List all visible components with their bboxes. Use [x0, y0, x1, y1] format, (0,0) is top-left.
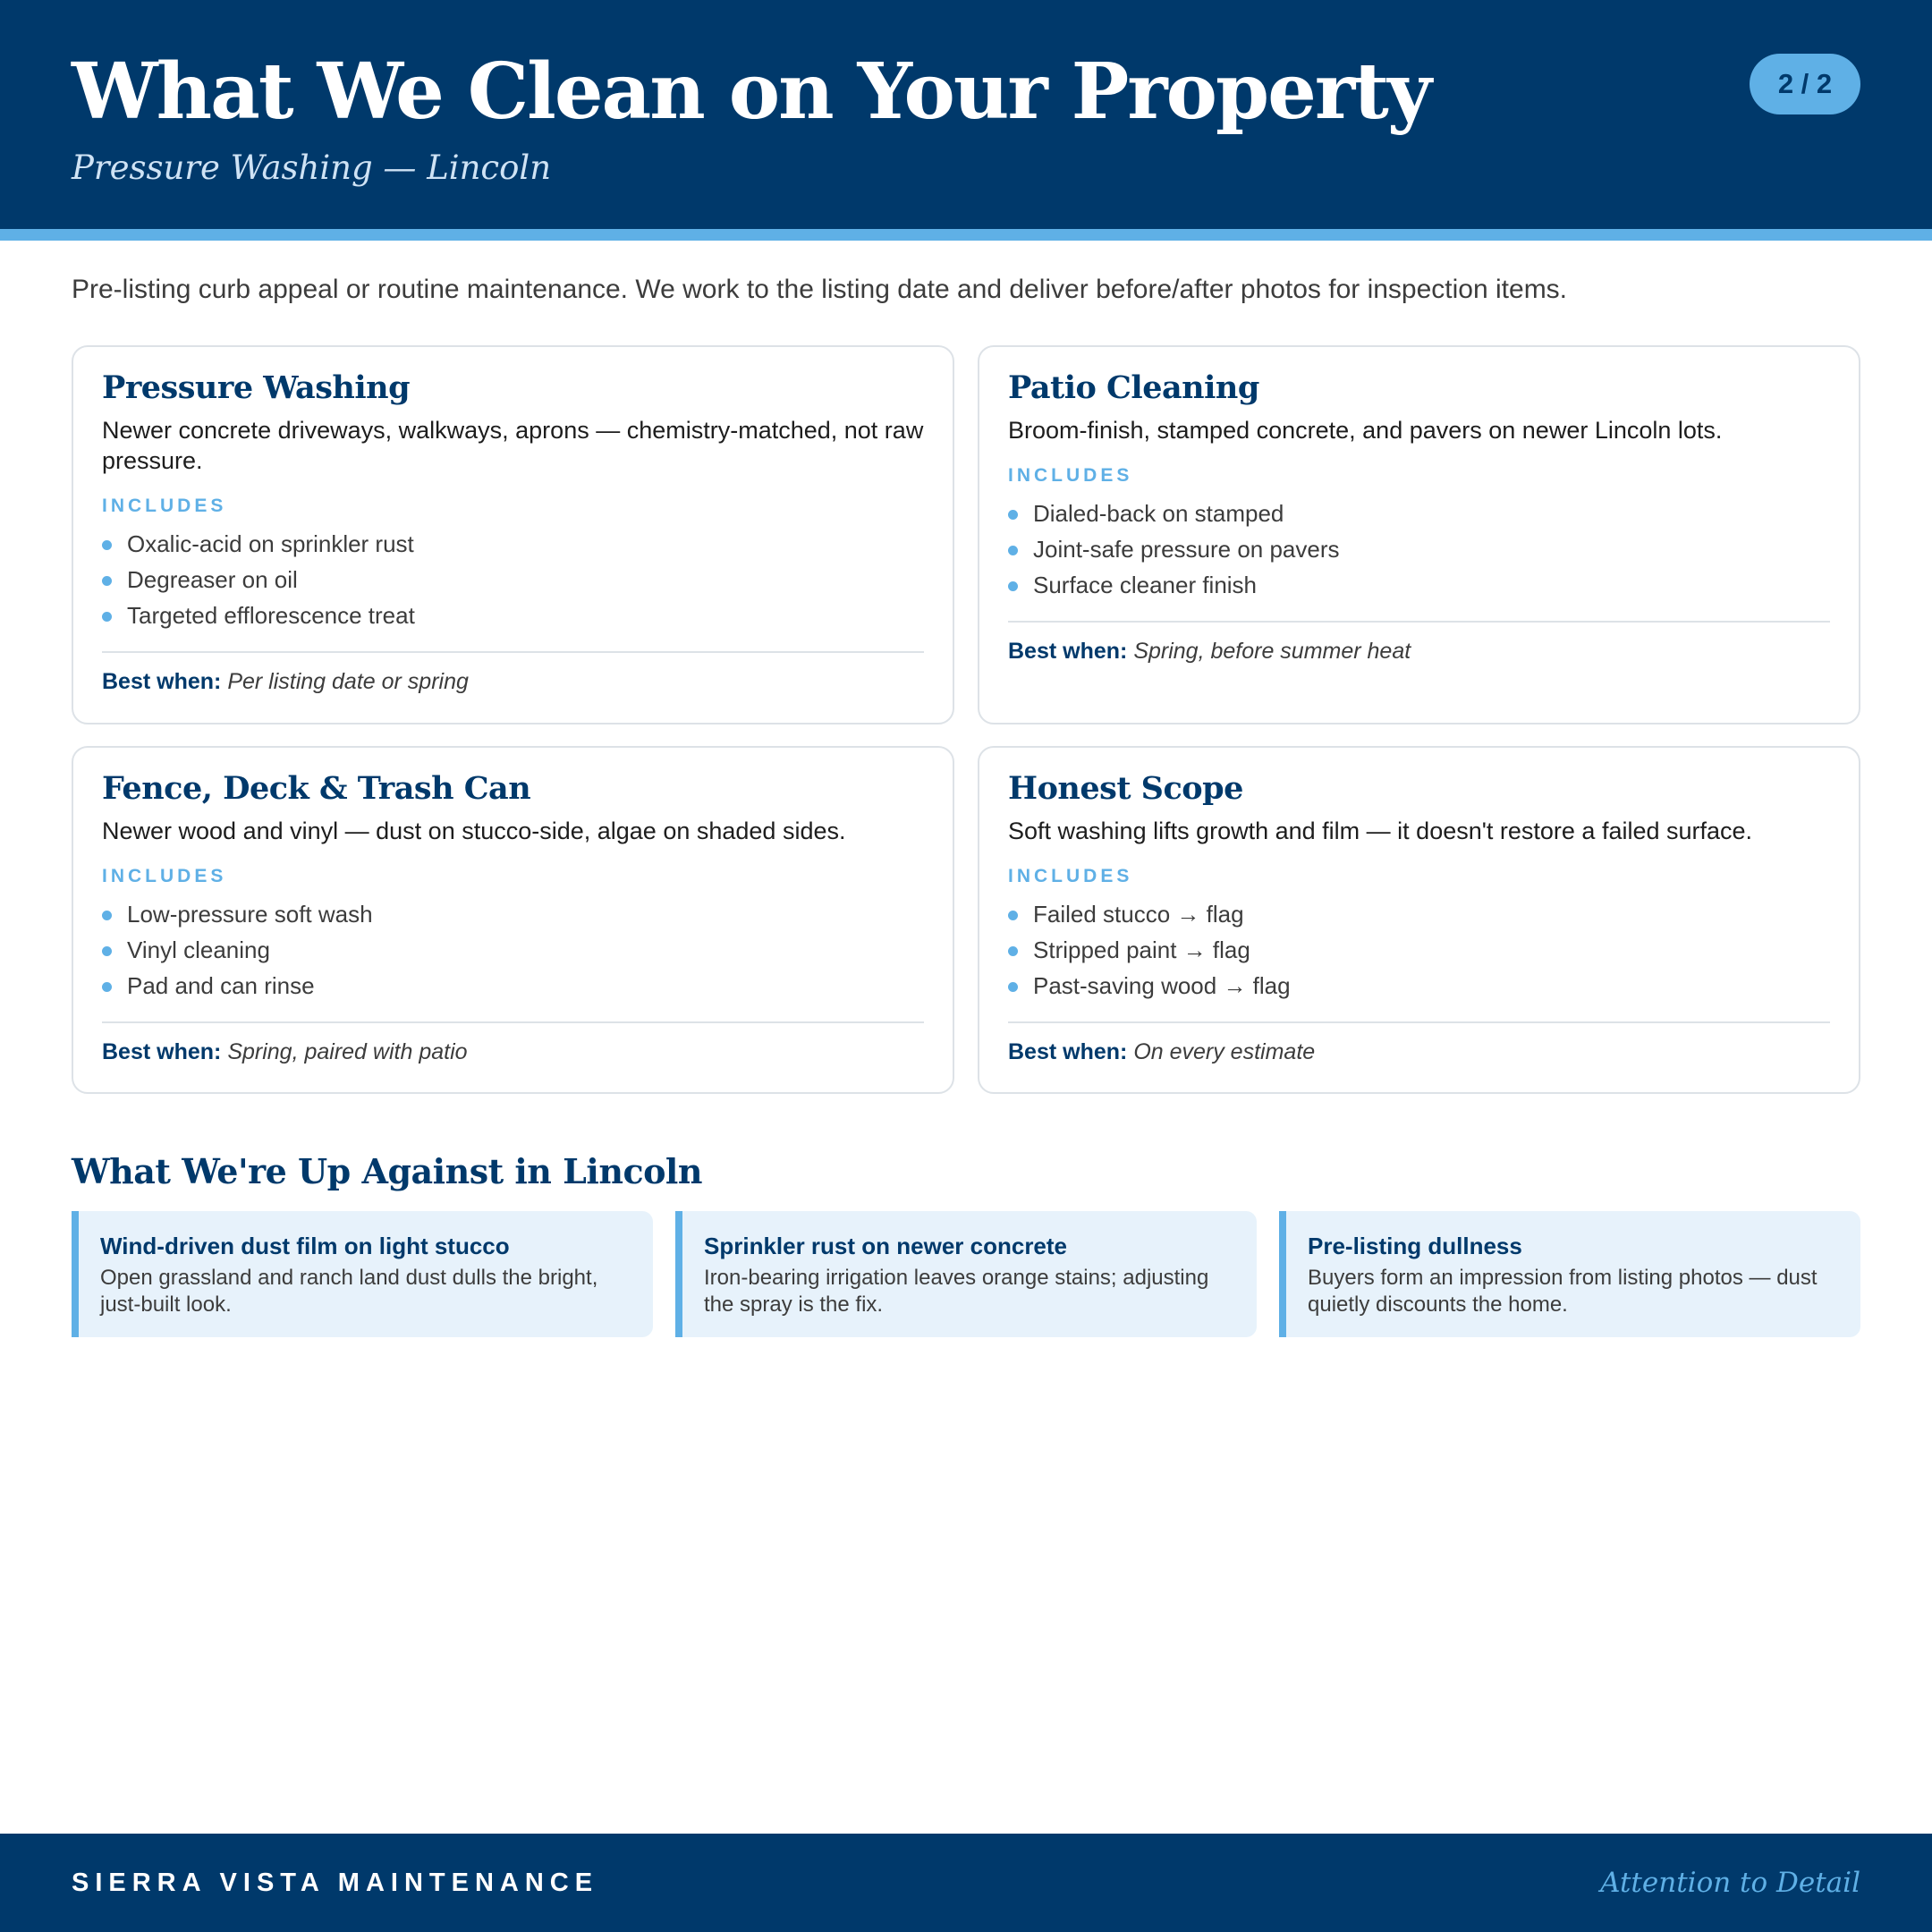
best-when-value: Per listing date or spring [227, 669, 469, 694]
best-when-value: Spring, paired with patio [227, 1039, 468, 1064]
list-item: Past-saving wood → flag [1008, 968, 1830, 1004]
best-when-label: Best when: [102, 669, 222, 694]
best-when-line [102, 1036, 924, 1068]
divider [102, 651, 924, 653]
list-item: Dialed-back on stamped [1008, 496, 1830, 531]
service-card-patio-cleaning [978, 345, 1860, 724]
best-when-line [1008, 635, 1830, 667]
header-banner [0, 0, 1932, 229]
best-when-label: Best when: [1008, 1039, 1128, 1064]
divider [102, 1021, 924, 1023]
company-brand: SIERRA VISTA MAINTENANCE [72, 1868, 599, 1897]
list-item: Oxalic-acid on sprinkler rust [102, 526, 924, 562]
list-item: Degreaser on oil [102, 562, 924, 597]
best-when-line [1008, 1036, 1830, 1068]
list-item: Low-pressure soft wash [102, 896, 924, 932]
card-title: Fence, Deck & Trash Can [102, 770, 531, 807]
best-when-label: Best when: [102, 1039, 222, 1064]
divider [1008, 621, 1830, 623]
list-item: Surface cleaner finish [1008, 567, 1830, 603]
service-card-fence-deck-trash-can [72, 746, 954, 1094]
challenge-title: Wind-driven dust film on light stucco [100, 1233, 510, 1259]
page-indicator-badge: 2 / 2 [1750, 54, 1860, 114]
list-item: Stripped paint → flag [1008, 932, 1830, 968]
card-title: Pressure Washing [102, 369, 411, 406]
includes-list [102, 896, 924, 1004]
includes-label: INCLUDES [1008, 465, 1133, 486]
best-when-line [102, 665, 924, 698]
page-subtitle: Pressure Washing — Lincoln [72, 148, 552, 187]
service-card-pressure-washing [72, 345, 954, 724]
best-when-label: Best when: [1008, 639, 1128, 664]
challenge-text: Open grassland and ranch land dust dulls the bright, just-built look. [100, 1266, 598, 1317]
includes-label: INCLUDES [102, 496, 227, 516]
list-item: Failed stucco → flag [1008, 896, 1830, 932]
includes-label: INCLUDES [1008, 866, 1133, 886]
challenge-callout [1279, 1211, 1860, 1337]
includes-list [102, 526, 924, 633]
list-item: Vinyl cleaning [102, 932, 924, 968]
card-description: Soft washing lifts growth and film — it doesn't restore a failed surface. [1008, 818, 1753, 844]
includes-label: INCLUDES [102, 866, 227, 886]
includes-list [1008, 496, 1830, 603]
card-title: Patio Cleaning [1008, 369, 1259, 406]
company-tagline: Attention to Detail [1600, 1867, 1860, 1899]
challenge-text: Buyers form an impression from listing photos — dust quietly discounts the home. [1308, 1266, 1818, 1317]
challenge-callout [72, 1211, 653, 1337]
best-when-value: Spring, before summer heat [1133, 639, 1411, 664]
best-when-value: On every estimate [1133, 1039, 1316, 1064]
challenges-heading: What We're Up Against in Lincoln [72, 1151, 702, 1191]
challenge-text: Iron-bearing irrigation leaves orange stains; adjusting the spray is the fix. [704, 1266, 1209, 1317]
card-title: Honest Scope [1008, 770, 1243, 807]
card-description: Newer concrete driveways, walkways, aprons — chemistry-matched, not raw pressure. [102, 417, 924, 474]
challenge-title: Sprinkler rust on newer concrete [704, 1233, 1068, 1259]
list-item: Targeted efflorescence treat [102, 597, 924, 633]
list-item: Pad and can rinse [102, 968, 924, 1004]
divider [1008, 1021, 1830, 1023]
footer-bar [0, 1834, 1932, 1932]
list-item: Joint-safe pressure on pavers [1008, 531, 1830, 567]
intro-text: Pre-listing curb appeal or routine maintenance. We work to the listing date and deliver before/after photos for inspection items. [72, 275, 1568, 304]
header-accent-stripe [0, 229, 1932, 241]
page-title: What We Clean on Your Property [72, 47, 1430, 137]
card-description: Newer wood and vinyl — dust on stucco-side, algae on shaded sides. [102, 818, 846, 844]
challenge-title: Pre-listing dullness [1308, 1233, 1522, 1259]
service-card-honest-scope [978, 746, 1860, 1094]
card-description: Broom-finish, stamped concrete, and pavers on newer Lincoln lots. [1008, 417, 1723, 444]
includes-list [1008, 896, 1830, 1004]
challenge-callout [675, 1211, 1257, 1337]
